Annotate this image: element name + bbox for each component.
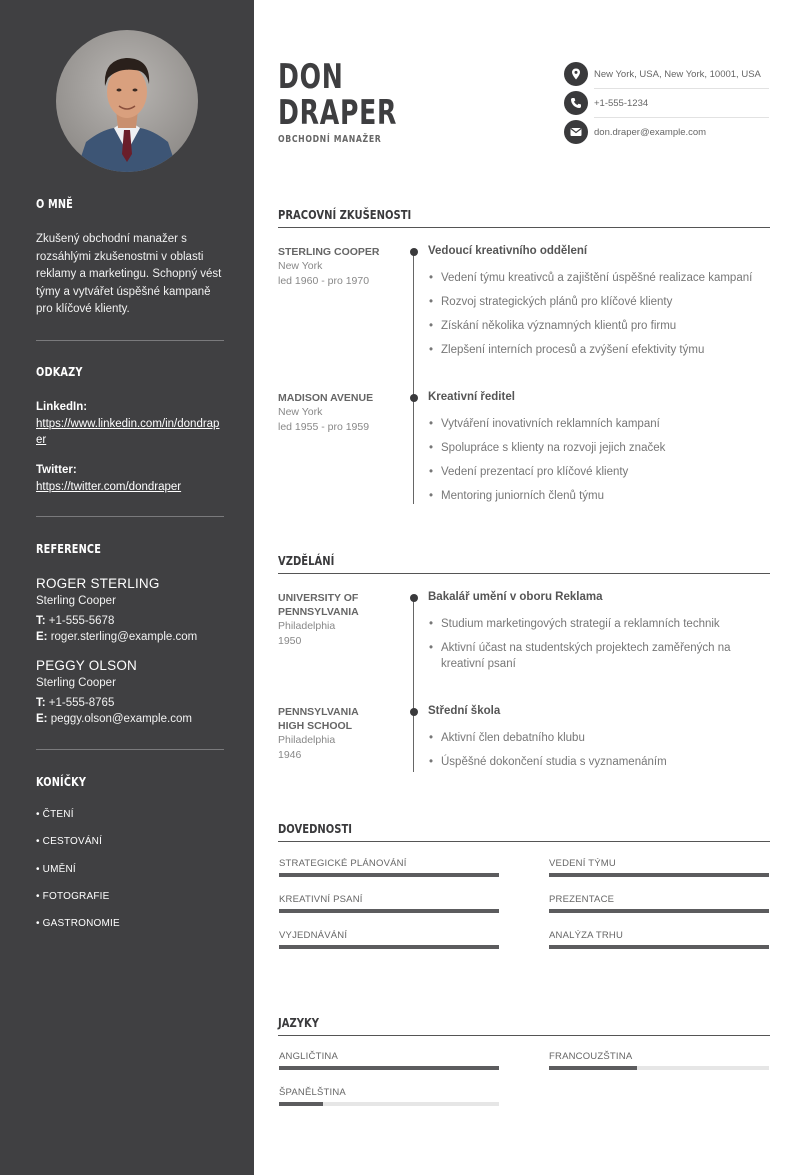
- divider: [36, 340, 224, 341]
- job-bullet: • Vedení týmu kreativců a zajištění úspěšné realizace kampaní: [429, 270, 769, 286]
- experience-timeline: [413, 252, 414, 504]
- reference-company: Sterling Cooper: [36, 677, 116, 689]
- language-bar-fill: [549, 1066, 637, 1070]
- contact-phone: +1-555-1234: [594, 98, 649, 109]
- skill-label: ANALÝZA TRHU: [549, 930, 624, 941]
- timeline-dot: [410, 594, 418, 602]
- job-dates: led 1960 - pro 1970: [278, 275, 370, 287]
- about-text: Zkušený obchodní manažer s rozsáhlými zkušenostmi v oblasti reklamy a marketingu. Schopný vést týmy a vytvářet úspěšné kampaně pro klíčové klienty.: [36, 233, 222, 315]
- sidebar: [0, 0, 254, 1175]
- section-divider: [278, 227, 770, 228]
- email-icon: [564, 120, 588, 144]
- job-title: Kreativní ředitel: [428, 391, 515, 403]
- job-role: OBCHODNÍ MANAŽER: [278, 134, 382, 145]
- job-bullet: • Mentoring juniorních členů týmu: [429, 488, 769, 504]
- timeline-dot: [410, 708, 418, 716]
- job-bullet: • Spolupráce s klienty na rozvoji jejich značek: [429, 440, 769, 456]
- about-heading: O MNĚ: [36, 196, 73, 211]
- school-name: UNIVERSITY OF PENNSYLVANIA: [278, 592, 359, 618]
- timeline-dot: [410, 248, 418, 256]
- skill-bar: [279, 945, 499, 949]
- skill-bar-fill: [549, 873, 769, 877]
- language-bar: [279, 1102, 499, 1106]
- skill-label: VEDENÍ TÝMU: [549, 858, 616, 869]
- job-bullet: • Vytváření inovativních reklamních kampaní: [429, 416, 769, 432]
- job-bullet: • Získání několika významných klientů pro firmu: [429, 318, 769, 334]
- degree-title: Bakalář umění v oboru Reklama: [428, 591, 603, 603]
- education-heading: VZDĚLÁNÍ: [278, 553, 335, 568]
- hobby-item: • GASTRONOMIE: [36, 918, 120, 929]
- skill-label: STRATEGICKÉ PLÁNOVÁNÍ: [279, 858, 407, 869]
- skill-bar-fill: [279, 909, 499, 913]
- reference-email: E: roger.sterling@example.com: [36, 631, 198, 643]
- divider: [36, 516, 224, 517]
- contact-email: don.draper@example.com: [594, 127, 707, 138]
- timeline-dot: [410, 394, 418, 402]
- skill-bar: [549, 873, 769, 877]
- job-dates: led 1955 - pro 1959: [278, 421, 370, 433]
- skill-bar-fill: [279, 873, 499, 877]
- education-timeline: [413, 598, 414, 772]
- reference-email: E: peggy.olson@example.com: [36, 713, 192, 725]
- skill-label: KREATIVNÍ PSANÍ: [279, 894, 363, 905]
- job-title: Vedoucí kreativního oddělení: [428, 245, 588, 257]
- company-name: STERLING COOPER: [278, 246, 380, 258]
- education-bullet: • Studium marketingových strategií a reklamních technik: [429, 616, 769, 632]
- section-divider: [278, 1035, 770, 1036]
- linkedin-label: LinkedIn:: [36, 401, 88, 413]
- section-divider: [278, 573, 770, 574]
- linkedin-link[interactable]: https://www.linkedin.com/in/dondraper: [36, 418, 220, 446]
- divider: [36, 749, 224, 750]
- school-year: 1950: [278, 635, 302, 647]
- skill-label: PREZENTACE: [549, 894, 615, 905]
- hobby-item: • FOTOGRAFIE: [36, 891, 110, 902]
- language-label: FRANCOUZŠTINA: [549, 1051, 633, 1062]
- reference-phone: T: +1-555-5678: [36, 615, 115, 627]
- job-bullet: • Zlepšení interních procesů a zvýšení efektivity týmu: [429, 342, 769, 358]
- language-label: ANGLIČTINA: [279, 1051, 339, 1062]
- hobby-item: • UMĚNÍ: [36, 864, 76, 875]
- hobby-item: • ČTENÍ: [36, 809, 74, 820]
- skill-label: VYJEDNÁVÁNÍ: [279, 930, 348, 941]
- skill-bar: [279, 873, 499, 877]
- skill-bar-fill: [549, 909, 769, 913]
- school-name: PENNSYLVANIA HIGH SCHOOL: [278, 706, 359, 732]
- divider: [594, 117, 769, 118]
- location-pin-icon: [564, 62, 588, 86]
- divider: [594, 88, 769, 89]
- job-bullet: • Rozvoj strategických plánů pro klíčové klienty: [429, 294, 769, 310]
- languages-heading: JAZYKY: [278, 1015, 319, 1030]
- last-name: DRAPER: [278, 93, 398, 133]
- reference-name: PEGGY OLSON: [36, 658, 137, 673]
- links-heading: ODKAZY: [36, 364, 83, 379]
- skill-bar: [549, 945, 769, 949]
- first-name: DON: [278, 57, 344, 97]
- phone-icon: [564, 91, 588, 115]
- experience-heading: PRACOVNÍ ZKUŠENOSTI: [278, 207, 412, 222]
- twitter-label: Twitter:: [36, 464, 77, 476]
- language-bar: [549, 1066, 769, 1070]
- skill-bar-fill: [279, 945, 499, 949]
- skill-bar: [549, 909, 769, 913]
- reference-name: ROGER STERLING: [36, 576, 160, 591]
- references-heading: REFERENCE: [36, 541, 102, 556]
- job-location: New York: [278, 406, 323, 418]
- school-year: 1946: [278, 749, 302, 761]
- skills-heading: DOVEDNOSTI: [278, 821, 353, 836]
- hobby-item: • CESTOVÁNÍ: [36, 836, 103, 847]
- skill-bar-fill: [549, 945, 769, 949]
- language-bar-fill: [279, 1066, 499, 1070]
- hobbies-heading: KONÍČKY: [36, 774, 87, 789]
- twitter-link[interactable]: https://twitter.com/dondraper: [36, 481, 182, 493]
- language-label: ŠPANĚLŠTINA: [279, 1087, 346, 1098]
- language-bar: [279, 1066, 499, 1070]
- reference-phone: T: +1-555-8765: [36, 697, 115, 709]
- school-location: Philadelphia: [278, 734, 336, 746]
- education-bullet: • Aktivní účast na studentských projektech zaměřených na kreativní psaní: [429, 640, 749, 672]
- reference-company: Sterling Cooper: [36, 595, 116, 607]
- contact-address: New York, USA, New York, 10001, USA: [594, 69, 761, 80]
- education-bullet: • Aktivní člen debatního klubu: [429, 730, 769, 746]
- language-bar-fill: [279, 1102, 323, 1106]
- company-name: MADISON AVENUE: [278, 392, 374, 404]
- degree-title: Střední škola: [428, 705, 501, 717]
- skill-bar: [279, 909, 499, 913]
- education-bullet: • Úspěšné dokončení studia s vyznamenáním: [429, 754, 769, 770]
- section-divider: [278, 841, 770, 842]
- school-location: Philadelphia: [278, 620, 336, 632]
- job-bullet: • Vedení prezentací pro klíčové klienty: [429, 464, 769, 480]
- job-location: New York: [278, 260, 323, 272]
- profile-photo: [56, 30, 198, 172]
